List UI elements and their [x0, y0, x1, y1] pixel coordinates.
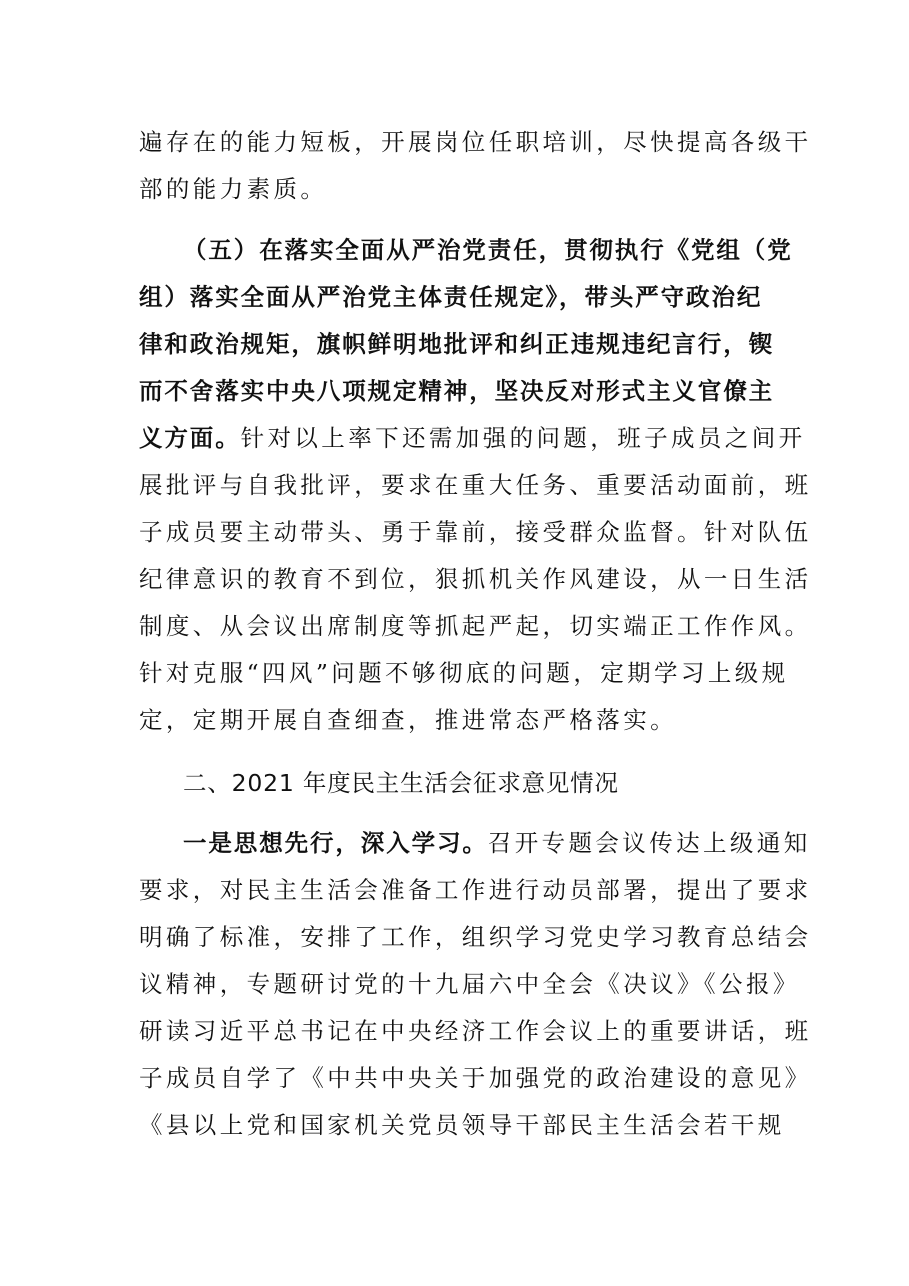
line-text: 子成员自学了《中共中央关于加强党的政治建设的意见》	[139, 1064, 812, 1092]
bold-text: 组）落实全面从严治党主体责任规定》，带头严守政治纪	[139, 283, 763, 311]
line-text: 《县以上党和国家机关党员领导干部民主生活会若干规	[139, 1111, 785, 1139]
line-text: 子成员要主动带头、勇于靠前，接受群众监督。针对队伍	[139, 518, 812, 546]
line-text: 遍存在的能力短板，开展岗位任职培训，尽快提高各级干	[139, 128, 812, 156]
paragraph-line	[139, 1053, 812, 1103]
bold-text: 一是思想先行，深入学习。	[183, 829, 488, 857]
paragraph-line	[139, 460, 812, 510]
heading-text: 二、2021 年度民主生活会征求意见情况	[183, 769, 619, 797]
paragraph-line	[139, 554, 812, 604]
line-text: 部的能力素质。	[139, 175, 328, 203]
line-text: 明确了标准，安排了工作，组织学习党史学习教育总结会	[139, 923, 812, 951]
paragraph-line	[139, 413, 806, 463]
line-text: 要求，对民主生活会准备工作进行动员部署，提出了要求	[139, 876, 812, 904]
line-text: 纪律意识的教育不到位，狠抓机关作风建设，从一日生活	[139, 565, 812, 593]
paragraph-line	[139, 1100, 785, 1150]
line-text: 召开专题会议传达上级通知	[487, 829, 811, 857]
paragraph-line	[139, 1006, 812, 1056]
line-text: 定，定期开展自查细查，推进常态严格落实。	[139, 706, 677, 734]
paragraph-line	[139, 912, 812, 962]
paragraph-line	[139, 648, 789, 698]
section-heading	[183, 758, 779, 808]
paragraph-line	[139, 164, 779, 214]
line-text: 展批评与自我批评，要求在重大任务、重要活动面前，班	[139, 471, 812, 499]
paragraph-line	[139, 507, 812, 557]
paragraph-line	[139, 959, 800, 1009]
line-text: 针对以上率下还需加强的问题，班子成员之间开	[240, 424, 806, 452]
line-text: 议精神，专题研讨党的十九届六中全会《决议》《公报》	[139, 970, 800, 998]
paragraph-line	[183, 818, 811, 868]
paragraph-line	[139, 601, 812, 651]
bold-text: 而不舍落实中央八项规定精神，坚决反对形式主义官僚主	[139, 377, 774, 405]
bold-text: （五）在落实全面从严治党责任，贯彻执行《党组（党	[183, 236, 793, 264]
bold-text: 义方面。	[139, 424, 241, 452]
line-text: 针对克服“四风”问题不够彻底的问题，定期学习上级规	[139, 659, 789, 687]
paragraph-line	[139, 865, 812, 915]
line-text: 制度、从会议出席制度等抓起严起，切实端正工作作风。	[139, 612, 812, 640]
bold-text: 律和政治规矩，旗帜鲜明地批评和纠正违规违纪言行，锲	[139, 330, 774, 358]
paragraph-line	[139, 117, 812, 167]
section-five-heading-line	[139, 366, 779, 416]
line-text: 研读习近平总书记在中央经济工作会议上的重要讲话，班	[139, 1017, 812, 1045]
paragraph-line	[139, 695, 779, 745]
section-five-heading-line	[139, 272, 779, 322]
section-five-heading-line	[139, 319, 779, 369]
section-five-heading-line	[183, 225, 793, 275]
